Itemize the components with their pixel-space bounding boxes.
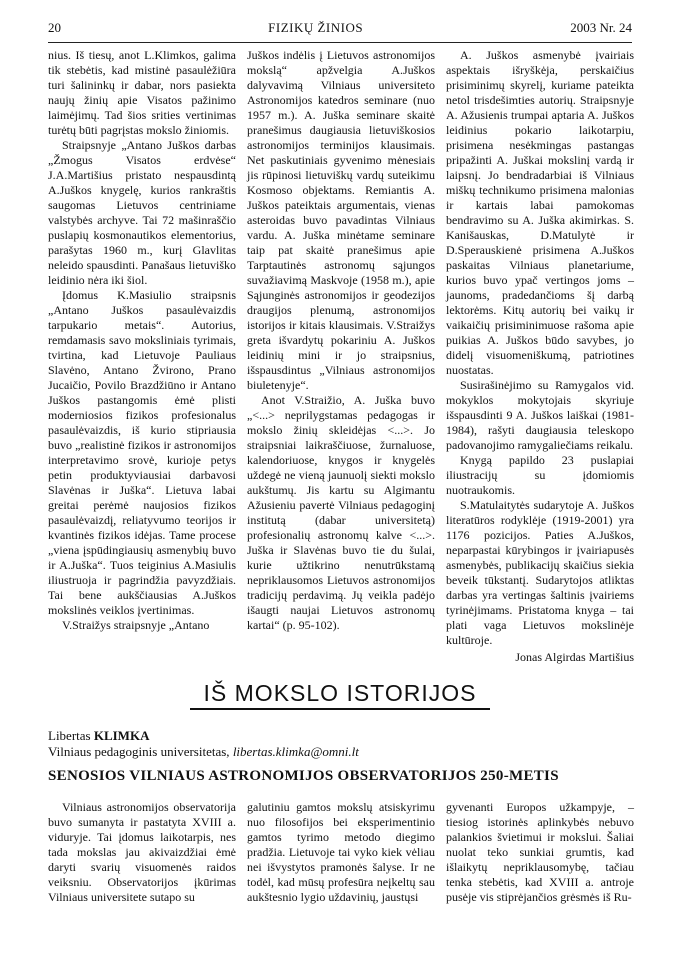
page-number: 20: [48, 20, 61, 35]
paragraph: V.Straižys straipsnyje „Antano: [62, 618, 210, 632]
review-columns: [48, 48, 634, 664]
paragraph: gyvenanti Europos užkampyje, – tiesiog istorinės aplinkybės nebuvo palankios švietimui ir mokslui. Šaliai nuolat teko sunkiai grumtis, kad išlaikytų nepriklausomybę, tačiau tenka stebėtis, kad XVIII a. antroje pusėje vis stiprėjančios grėsmės iš Ru-: [446, 800, 634, 904]
affiliation-text: Vilniaus pedagoginis universitetas,: [48, 744, 230, 759]
article-title: SENOSIOS VILNIAUS ASTRONOMIJOS OBSERVATORIJOS 250-METIS: [48, 768, 559, 784]
paragraph: Knygą papildo 23 puslapiai iliustracijų su įdomiomis nuotraukomis.: [446, 453, 634, 497]
article-column-3: [446, 800, 634, 940]
journal-title: FIZIKŲ ŽINIOS: [268, 20, 364, 35]
paragraph: Juškos indėlis į Lietuvos astronomijos mokslą“ apžvelgia A.Juškos dalyvavimą Vilniaus universiteto Astronomijos katedros seminare (nuo 1957 m.). A. Juška seminare skaitė pranešimus daugiausia lietuviškosios astronomijos terminijos klausimais. Net paskutiniais gyvenimo mėnesiais jis rūpinosi lietuviškų vardų suteikimu Kosmoso objektams. Remiantis A. Juškos pateiktais argumentais, vienas asteroidas buvo pavadintas Vilniaus vardu. A. Juška minėtame seminare taip pat skaitė pranešimus apie Tarptautinės astronomų sąjungos suvažiavimą Maskvoje (1958 m.), apie Sąjunginės astronomijos ir geodezijos draugijos plenumą, astronomijos istorijos ir kitais klausimais. V.Straižys greta išvardytų pokariniu A. Juškos leidinių mini ir jo straipsnius, išspausdintus „Vilniaus astronomijos biuletenyje“.: [247, 48, 435, 392]
article-column-1: [48, 800, 236, 940]
review-column-1: [48, 48, 236, 665]
paragraph: A. Juškos asmenybė įvairiais aspektais išryškėja, perskaičius prisiminimų skyrelį, kuriame pateikta netol trisdešimties autorių. Straipsnyje A. Ažusienis trumpai aptaria A. Juškos leidinius pokario laikotarpiu, prisimena nesėkmingas pastangas pripažinti A. Juškai mokslinį vardą ir laipsnį. Jo bendradarbiai iš Vilniaus miškų technikumo prisimena malonias ir kartais labai pamokomas bendravimo su A. Juška akimirkas. S. Kanišauskas, D.Matulytė ir D.Sperauskienė prisimena A.Juškos paskaitas Vilniaus planetariume, kurios buvo ypač vertingos joms – jaunoms, pradedančioms šį darbą lektorėms. Kitų autorių bei vaikų ir vaikaičių prisiminimuose rašoma apie puikias A. Juškos būdo savybes, jo didelį visuomeniškumą, patriotines nuostatas.: [446, 48, 634, 377]
paragraph: Vilniaus astronomijos observatorija buvo sumanyta ir pastatyta XVIII a. viduryje. Tai įdomus laikotarpis, nes tada mokslas jau akivaizdžiai ėmė daryti svarių visuomenės raidos veiksniu. Observatorijos įkūrimas Vilniaus universitete sutapo su: [48, 800, 236, 904]
author-affiliation: [48, 744, 359, 760]
paragraph: S.Matulaitytės sudarytoje A. Juškos literatūros rodyklėje (1919-2001) yra 1176 pozicijos. Paties A.Juškos, neparpastai kūrybingos ir įvairiapusės asmenybės, publikacijų skaičius siekia beveik tūkstantį. Sudarytojos atliktas darbas yra vertingas šaltinis įvairiems tyrinėjimams. Pristatoma knyga – tai plati vaga Lietuvos mokslinėje kultūroje.: [446, 498, 634, 647]
review-signature: Jonas Algirdas Martišius: [515, 650, 634, 664]
section-heading: IŠ MOKSLO ISTORIJOS: [203, 680, 477, 706]
page-header: [48, 20, 632, 43]
author-surname: KLIMKA: [93, 728, 150, 743]
paragraph: Susirašinėjimo su Ramygalos vid. mokyklos mokytojais skyriuje išspausdinti 9 A. Juškos laiškai (1981-1984), rašyti daugiausia teleskopo padovanojimo ramygaliečiams reikalu.: [446, 378, 634, 452]
author-email[interactable]: libertas.klimka@omni.lt: [232, 744, 359, 759]
paragraph: galutiniu gamtos mokslų atsiskyrimu nuo filosofijos bei eksperimentinio gamtos tyrimo metodo diegimo pradžia. Lietuvoje tai vyko kiek vėliau nei išvystytos pramonės šalyse. Ir ne todėl, kad mūsų profesūra neįkeltų sau aukštesnio lygio uždavinių, jaustųsi: [247, 800, 435, 904]
author-given-name: Libertas: [48, 728, 91, 743]
article-author: [48, 728, 149, 744]
article-column-2: [247, 800, 435, 940]
paragraph: Straipsnyje „Antano Juškos darbas „Žmogus Visatos erdvėse“ J.A.Martišius pristato nespausdintą A.Juškos knygelę, kurios rankraštis saugomas Lietuvos centriniame valstybės archyve. Tai 72 mašinraščio puslapių kosmonautikos elementorius, parašytas 1960 m., kurį Glavlitas neleido spausdinti. Panašaus lietuviško leidinio nėra iki šiol.: [48, 138, 236, 287]
paragraph: nius. Iš tiesų, anot L.Klimkos, galima tik stebėtis, kad mistinė pasaulėžiūra turi šalininkų ir dabar, nors pasiekta naujų žinių apie Visatos pažinimo laimėjimų. Tad šios srities vertinimas turėtų būti pagrįstas mokslo žiniomis.: [48, 48, 236, 137]
section-underline: [190, 708, 490, 710]
paragraph: Anot V.Straižio, A. Juška buvo „<...> neprilygstamas pedagogas ir mokslo žinių skleidėjas <...>. Jo straipsniai laikraščiuose, žurnaluose, kalendoriuose, knygos ir knygelės uždegė ne vieną jaunuolį siekti mokslo aukštumų. Jis kartu su Algimantu Ažusieniu pavertė Vilniaus pedagoginį institutą (dabar universitetą) profesionalių astronomų kalve <...>. Juška ir Slavėnas buvo tie du šulai, kurie užtikrino nenutrūkstamą nepriklausomos Lietuvos astronomijos tradicijų perdavimą. Jų veikla padėjo išaugti naujai Lietuvos astronomų kartai“ (p. 95-102).: [247, 393, 435, 632]
review-column-2: [247, 48, 435, 665]
issue-label: 2003 Nr. 24: [570, 20, 632, 35]
review-column-3: [446, 48, 634, 665]
paragraph: Įdomus K.Masiulio straipsnis „Antano Juškos pasaulėvaizdis tarpukario metais“. Autorius, remdamasis savo moksliniais tyrimais, tvirtina, kad Lietuvoje Pauliaus Slavėno, Antano Žvirono, Prano Jucaičio, Povilo Brazdžiūno ir Antano Juškos pastangomis ėmė plisti moderniosios fizikos profesionalus pasaulėvaizdis, iš kurio stipriausia buvo „realistinė fizikos ir astronomijos interpretavimo srovė, kurioje petys petin produktyviausiai darbavosi Slavėnas ir Juška“. Lietuva labai greitai perėmė naujosios fizikos pasaulėvaizdį, reliatyvumo teorijos ir kvantinės fizikos idėjas. Tame procese „viena įspūdingiausių asmenybių buvo ir A.Juška“. Tuos teiginius A.Masiulis iliustruoja ir pagrindžia pavyzdžiais. Tai bene aukščiausias A.Juškos mokslinės veiklos įvertinimas.: [48, 288, 236, 617]
article-columns: [48, 800, 634, 940]
